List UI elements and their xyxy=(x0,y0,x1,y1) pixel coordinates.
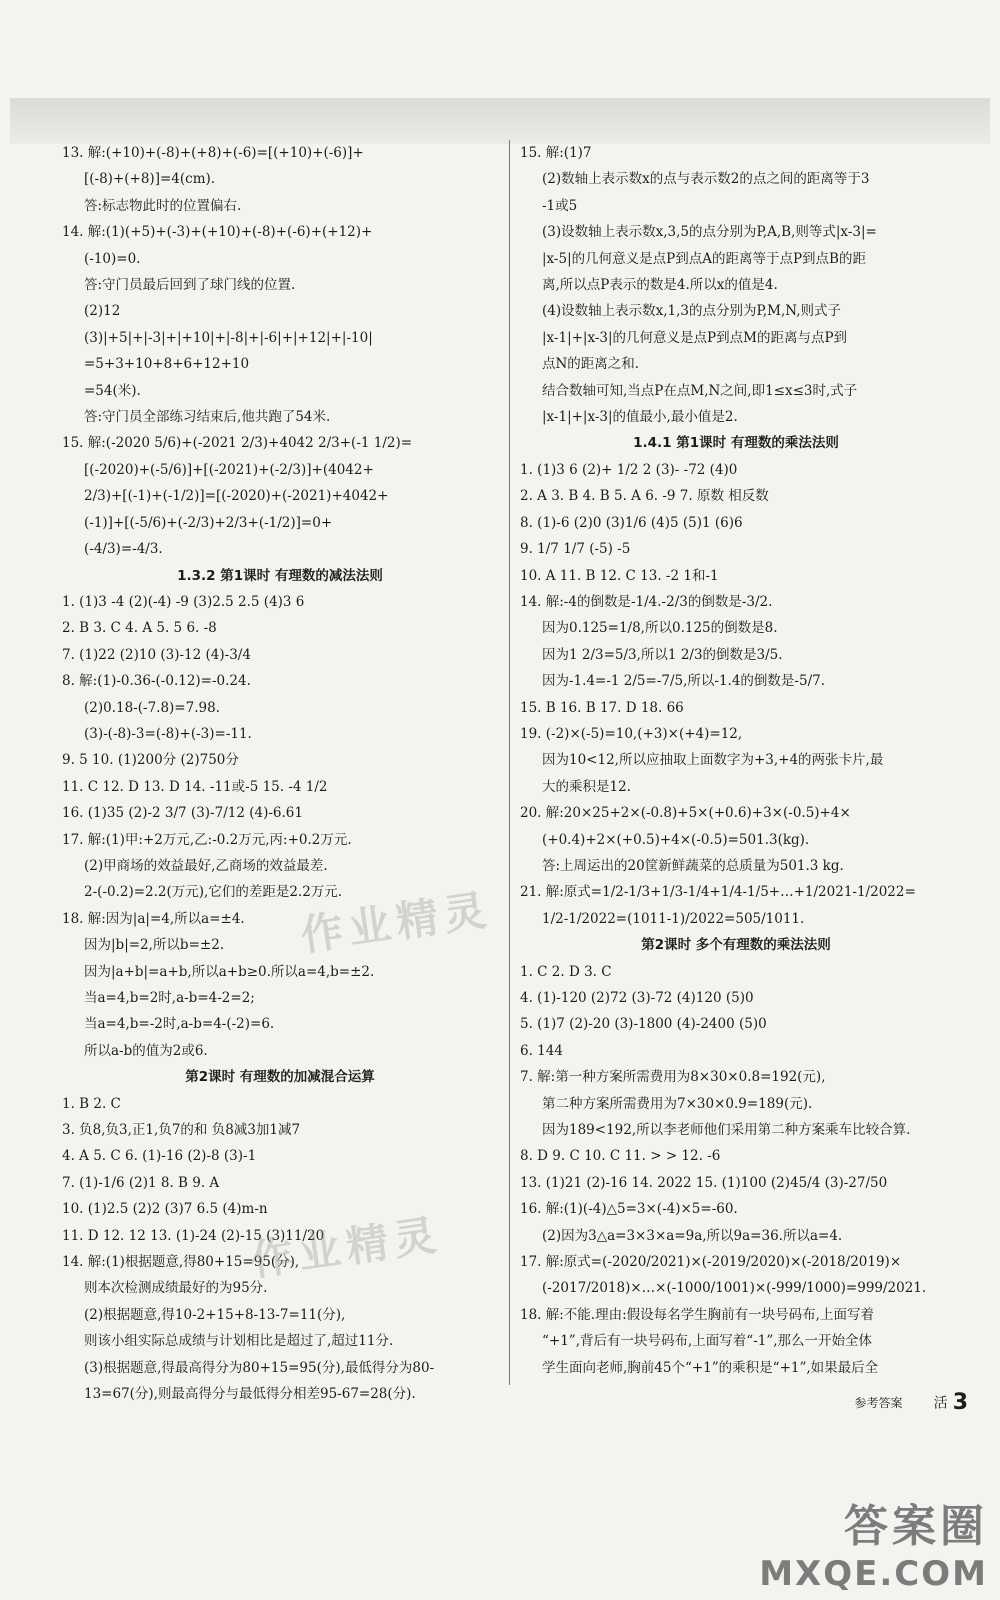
answer-line: (2)因为3△a=3×3×a=9a,所以9a=36.所以a=4. xyxy=(542,1227,843,1244)
answer-line: 14. 解:(1)(+5)+(-3)+(+10)+(-8)+(-6)+(+12)+ xyxy=(62,224,373,241)
site-logo xyxy=(759,1490,988,1594)
answer-line: 1/2-1/2022=(1011-1)/2022=505/1011. xyxy=(542,910,805,927)
answer-line: 7. (1)22 (2)10 (3)-12 (4)-3/4 xyxy=(62,646,251,663)
answer-line: 第二种方案所需费用为7×30×0.9=189(元). xyxy=(542,1095,813,1112)
answer-line: 13. (1)21 (2)-16 14. 2022 15. (1)100 (2)45/4 (3)-27/50 xyxy=(520,1174,888,1191)
answer-line: 结合数轴可知,当点P在点M,N之间,即1≤x≤3时,式子 xyxy=(542,382,858,399)
answer-line: 答:上周运出的20筐新鲜蔬菜的总质量为501.3 kg. xyxy=(542,857,844,874)
answer-line: 4. A 5. C 6. (1)-16 (2)-8 (3)-1 xyxy=(62,1148,257,1165)
answer-line: |x-1|+|x-3|的几何意义是点P到点M的距离与点P到 xyxy=(542,329,848,346)
footer-reference-label: 参考答案 xyxy=(854,1396,903,1410)
answer-line: 11. C 12. D 13. D 14. -11或-5 15. -4 1/2 xyxy=(62,778,328,795)
answer-line: 7. 解:第一种方案所需费用为8×30×0.8=192(元), xyxy=(520,1069,826,1086)
answer-line: 15. 解:(-2020 5/6)+(-2021 2/3)+4042 2/3+(-1 1/2)= xyxy=(62,435,413,452)
answer-line: (2)甲商场的效益最好,乙商场的效益最差. xyxy=(84,857,328,874)
answer-line: 5. (1)7 (2)-20 (3)-1800 (4)-2400 (5)0 xyxy=(520,1016,767,1033)
answer-line: 21. 解:原式=1/2-1/3+1/3-1/4+1/4-1/5+…+1/2021-1/2022= xyxy=(520,884,916,901)
answer-line: 因为|b|=2,所以b=±2. xyxy=(84,937,225,954)
answer-line: 15. B 16. B 17. D 18. 66 xyxy=(520,699,684,716)
page-number: 3 xyxy=(952,1390,968,1415)
answer-line: 1. (1)3 6 (2)+ 1/2 2 (3)- -72 (4)0 xyxy=(520,461,738,478)
answer-line: [(-8)+(+8)]=4(cm). xyxy=(84,171,216,188)
answer-line: (3)|+5|+|-3|+|+10|+|-8|+|-6|+|+12|+|-10| xyxy=(84,329,373,346)
answer-line: 8. (1)-6 (2)0 (3)1/6 (4)5 (5)1 (6)6 xyxy=(520,514,743,531)
answer-line: 因为-1.4=-1 2/5=-7/5,所以-1.4的倒数是-5/7. xyxy=(542,673,826,690)
logo-text: 答案圈 xyxy=(844,1501,988,1552)
watermark: 作业精灵 xyxy=(297,884,495,961)
answer-line: =5+3+10+8+6+12+10 xyxy=(84,356,250,373)
answer-line: (2)根据题意,得10-2+15+8-13-7=11(分), xyxy=(84,1306,346,1323)
answer-line: 所以a-b的值为2或6. xyxy=(84,1042,208,1059)
answer-line: 3. 负8,负3,正1,负7的和 负8减3加1减7 xyxy=(62,1122,301,1139)
answer-line: (+0.4)+2×(+0.5)+4×(-0.5)=501.3(kg). xyxy=(542,831,810,848)
footer-subject-label: 活 xyxy=(933,1395,948,1412)
answer-line: 2/3)+[(-1)+(-1/2)]=[(-2020)+(-2021)+4042+ xyxy=(84,488,389,505)
answer-line: 18. 解:不能.理由:假设每名学生胸前有一块号码布,上面写着 xyxy=(520,1306,874,1323)
answer-line: 离,所以点P表示的数是4.所以x的值是4. xyxy=(542,277,778,294)
answer-line: 17. 解:(1)甲:+2万元,乙:-0.2万元,丙:+0.2万元. xyxy=(62,831,352,848)
logo-url: MXQE.COM xyxy=(759,1554,988,1594)
answer-line: 9. 5 10. (1)200分 (2)750分 xyxy=(62,752,239,769)
answer-line: (-2017/2018)×…×(-1000/1001)×(-999/1000)=999/2021. xyxy=(542,1280,927,1297)
answer-line: (-10)=0. xyxy=(84,250,141,267)
answer-line: 14. 解:(1)根据题意,得80+15=95(分), xyxy=(62,1254,300,1271)
scan-top-band xyxy=(10,98,990,144)
section-heading: 1.3.2 第1课时 有理数的减法法则 xyxy=(177,567,383,584)
answer-line: (2)数轴上表示数x的点与表示数2的点之间的距离等于3 xyxy=(542,171,870,188)
answer-line: 答:守门员最后回到了球门线的位置. xyxy=(84,277,296,294)
answer-line: 4. (1)-120 (2)72 (3)-72 (4)120 (5)0 xyxy=(520,990,754,1006)
answer-line: =54(米). xyxy=(84,382,141,399)
answer-line: 19. (-2)×(-5)=10,(+3)×(+4)=12, xyxy=(520,725,743,742)
answer-line: 因为0.125=1/8,所以0.125的倒数是8. xyxy=(542,620,778,637)
answer-line: 则本次检测成绩最好的为95分. xyxy=(84,1280,268,1297)
answer-line: 11. D 12. 12 13. (1)-24 (2)-15 (3)11/20 xyxy=(62,1227,325,1244)
page-footer xyxy=(854,1390,968,1415)
answer-line: 6. 144 xyxy=(520,1042,563,1059)
answer-line: 因为|a+b|=a+b,所以a+b≥0.所以a=4,b=±2. xyxy=(84,963,375,980)
section-heading: 1.4.1 第1课时 有理数的乘法法则 xyxy=(633,435,839,452)
column-divider xyxy=(509,140,510,1385)
answer-line: 13. 解:(+10)+(-8)+(+8)+(-6)=[(+10)+(-6)]+ xyxy=(62,145,364,161)
answer-line: “+1”,背后有一块号码布,上面写着“-1”,那么一开始全体 xyxy=(542,1333,873,1350)
answer-line: 2-(-0.2)=2.2(万元),它们的差距是2.2万元. xyxy=(84,884,343,901)
section-heading: 第2课时 有理数的加减混合运算 xyxy=(185,1069,375,1086)
answer-line: (3)-(-8)-3=(-8)+(-3)=-11. xyxy=(84,725,252,742)
answer-line: 20. 解:20×25+2×(-0.8)+5×(+0.6)+3×(-0.5)+4× xyxy=(520,805,851,822)
answer-line: [(-2020)+(-5/6)]+[(-2021)+(-2/3)]+(4042+ xyxy=(84,461,374,478)
answer-line: 1. B 2. C xyxy=(62,1095,121,1112)
answer-line: 18. 解:因为|a|=4,所以a=±4. xyxy=(62,910,245,927)
answer-line: 9. 1/7 1/7 (-5) -5 xyxy=(520,541,631,558)
answer-line: 则该小组实际总成绩与计划相比是超过了,超过11分. xyxy=(84,1333,394,1350)
answer-line: 15. 解:(1)7 xyxy=(520,145,592,161)
answer-line: 答:标志物此时的位置偏右. xyxy=(84,197,242,214)
answer-line: 2. A 3. B 4. B 5. A 6. -9 7. 原数 相反数 xyxy=(520,488,769,505)
answer-line: (3)根据题意,得最高得分为80+15=95(分),最低得分为80- xyxy=(84,1359,435,1376)
left-answer-column xyxy=(62,140,498,1403)
answer-line: 因为1 2/3=5/3,所以1 2/3的倒数是3/5. xyxy=(542,646,783,663)
answer-line: 当a=4,b=-2时,a-b=4-(-2)=6. xyxy=(84,1016,275,1033)
answer-line: 因为189<192,所以李老师他们采用第二种方案乘车比较合算. xyxy=(542,1122,911,1139)
section-heading: 第2课时 多个有理数的乘法法则 xyxy=(641,937,831,954)
answer-line: (2)0.18-(-7.8)=7.98. xyxy=(84,699,220,716)
answer-line: 10. A 11. B 12. C 13. -2 1和-1 xyxy=(520,567,719,584)
answer-line: 14. 解:-4的倒数是-1/4.-2/3的倒数是-3/2. xyxy=(520,593,773,610)
answer-line: (-1)]+[(-5/6)+(-2/3)+2/3+(-1/2)]=0+ xyxy=(84,514,333,531)
answer-line: |x-5|的几何意义是点P到点A的距离等于点P到点B的距 xyxy=(542,250,866,267)
answer-line: -1或5 xyxy=(542,197,578,214)
answer-line: 因为10<12,所以应抽取上面数字为+3,+4的两张卡片,最 xyxy=(542,752,884,769)
answer-line: 16. (1)35 (2)-2 3/7 (3)-7/12 (4)-6.61 xyxy=(62,805,303,822)
answer-line: 点N的距离之和. xyxy=(542,356,640,373)
answer-line: 8. 解:(1)-0.36-(-0.12)=-0.24. xyxy=(62,673,251,690)
answer-line: (2)12 xyxy=(84,303,121,320)
answer-line: 2. B 3. C 4. A 5. 5 6. -8 xyxy=(62,620,217,637)
answer-line: 10. (1)2.5 (2)2 (3)7 6.5 (4)m-n xyxy=(62,1201,268,1218)
answer-line: 1. C 2. D 3. C xyxy=(520,963,612,980)
answer-line: 13=67(分),则最高得分与最低得分相差95-67=28(分). xyxy=(84,1386,416,1403)
answer-line: 17. 解:原式=(-2020/2021)×(-2019/2020)×(-2018/2019)× xyxy=(520,1254,902,1271)
answer-line: 7. (1)-1/6 (2)1 8. B 9. A xyxy=(62,1174,220,1191)
answer-line: 1. (1)3 -4 (2)(-4) -9 (3)2.5 2.5 (4)3 6 xyxy=(62,593,305,610)
answer-line: 8. D 9. C 10. C 11. > > 12. -6 xyxy=(520,1148,721,1165)
right-answer-column xyxy=(520,140,952,1376)
answer-line: |x-1|+|x-3|的值最小,最小值是2. xyxy=(542,409,738,426)
answer-line: 16. 解:(1)(-4)△5=3×(-4)×5=-60. xyxy=(520,1201,738,1218)
answer-line: (-4/3)=-4/3. xyxy=(84,541,163,558)
answer-line: (4)设数轴上表示数x,1,3的点分别为P,M,N,则式子 xyxy=(542,303,841,320)
answer-line: 答:守门员全部练习结束后,他共跑了54米. xyxy=(84,409,331,426)
answer-line: 大的乘积是12. xyxy=(542,778,631,795)
answer-line: 当a=4,b=2时,a-b=4-2=2; xyxy=(84,990,255,1006)
answer-line: (3)设数轴上表示数x,3,5的点分别为P,A,B,则等式|x-3|= xyxy=(542,224,877,241)
answer-line: 学生面向老师,胸前45个“+1”的乘积是“+1”,如果最后全 xyxy=(542,1359,879,1376)
watermark: 作业精灵 xyxy=(247,1209,445,1286)
